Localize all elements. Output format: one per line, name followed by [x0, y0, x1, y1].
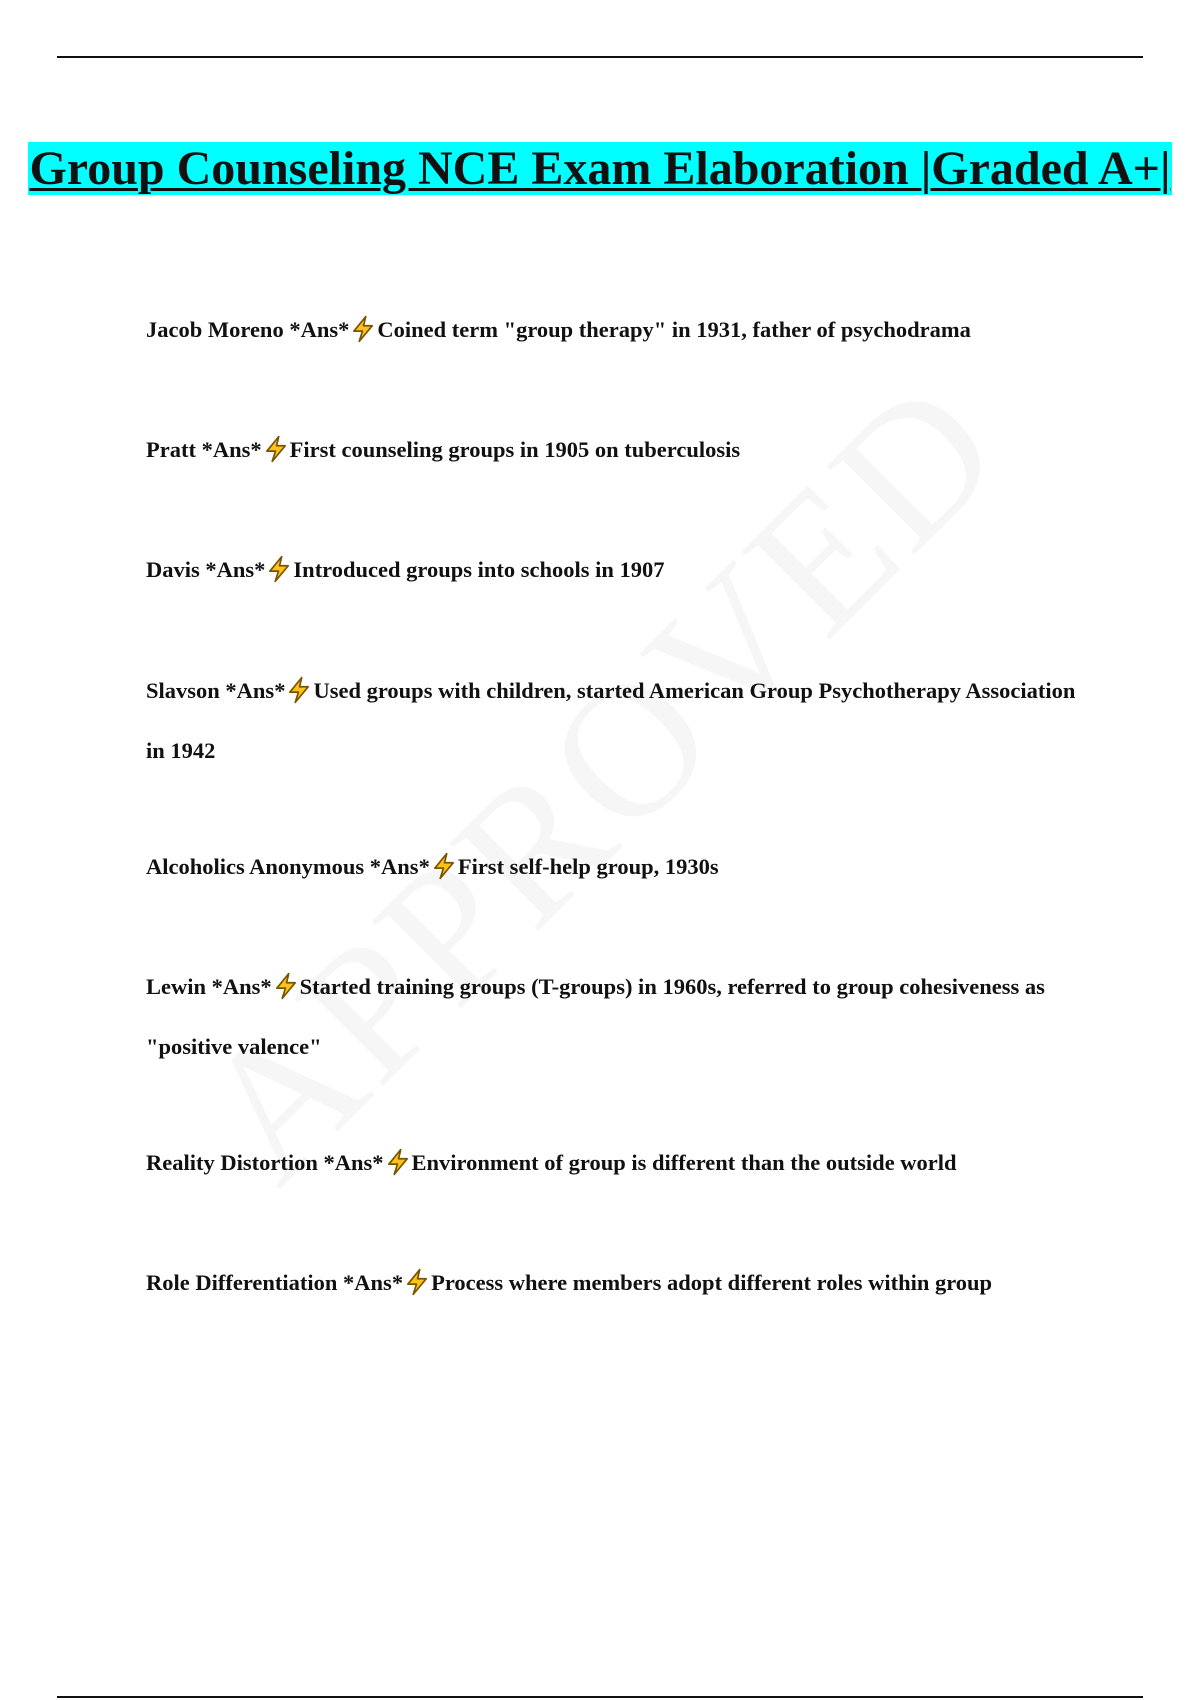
- lightning-bolt-icon: [404, 1268, 430, 1296]
- lightning-bolt-icon: [431, 852, 457, 880]
- answer-marker: *Ans*: [289, 317, 350, 342]
- answer-marker: *Ans*: [201, 437, 262, 462]
- qa-item: [146, 837, 1096, 897]
- qa-answer: Introduced groups into schools in 1907: [293, 557, 665, 582]
- qa-term: Lewin: [146, 974, 207, 999]
- answer-marker: *Ans*: [343, 1270, 404, 1295]
- answer-marker: *Ans*: [225, 678, 286, 703]
- document-title-text: Group Counseling NCE Exam Elaboration |Graded A+|: [29, 142, 1171, 195]
- qa-answer: Coined term "group therapy" in 1931, father of psychodrama: [377, 317, 971, 342]
- bottom-rule: [57, 1696, 1143, 1698]
- qa-term: Role Differentiation: [146, 1270, 338, 1295]
- answer-marker: *Ans*: [205, 557, 266, 582]
- qa-term: Pratt: [146, 437, 196, 462]
- lightning-bolt-icon: [385, 1148, 411, 1176]
- qa-answer: Process where members adopt different roles within group: [431, 1270, 993, 1295]
- qa-item: [146, 300, 1096, 360]
- qa-item: [146, 540, 1096, 600]
- qa-answer: Started training groups (T-groups) in 1960s, referred to group cohesiveness as "positive valence": [146, 974, 1045, 1059]
- answer-marker: *Ans*: [211, 974, 272, 999]
- qa-term: Slavson: [146, 678, 220, 703]
- answer-marker: *Ans*: [369, 854, 430, 879]
- qa-term: Reality Distortion: [146, 1150, 318, 1175]
- lightning-bolt-icon: [286, 676, 312, 704]
- lightning-bolt-icon: [350, 315, 376, 343]
- qa-answer: Environment of group is different than the outside world: [411, 1150, 957, 1175]
- qa-answer: First self-help group, 1930s: [457, 854, 719, 879]
- top-rule: [57, 56, 1143, 58]
- lightning-bolt-icon: [263, 435, 289, 463]
- lightning-bolt-icon: [273, 972, 299, 1000]
- qa-term: Jacob Moreno: [146, 317, 284, 342]
- qa-answer: First counseling groups in 1905 on tuberculosis: [289, 437, 741, 462]
- qa-item: [146, 661, 1096, 781]
- lightning-bolt-icon: [266, 555, 292, 583]
- qa-term: Alcoholics Anonymous: [146, 854, 365, 879]
- qa-item: [146, 420, 1096, 480]
- qa-answer: Used groups with children, started American Group Psychotherapy Association in 1942: [146, 678, 1076, 763]
- document-title: [0, 140, 1200, 197]
- qa-term: Davis: [146, 557, 200, 582]
- qa-item: [146, 1253, 1096, 1313]
- answer-marker: *Ans*: [323, 1150, 384, 1175]
- qa-item: [146, 957, 1096, 1077]
- qa-item: [146, 1133, 1096, 1193]
